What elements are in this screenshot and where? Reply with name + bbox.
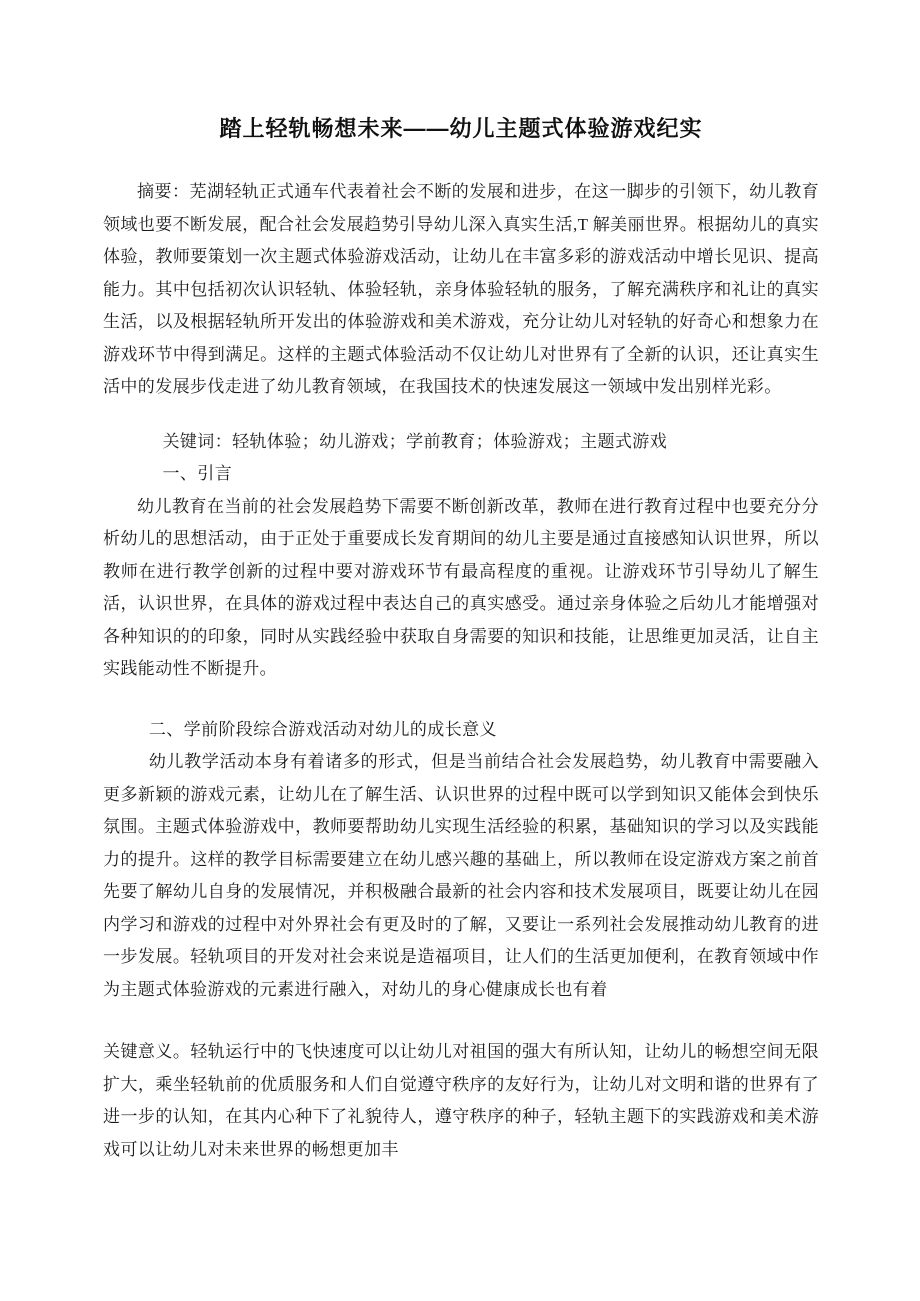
continuation-paragraph: 关键意义。轻轨运行中的飞快速度可以让幼儿对祖国的强大有所认知，让幼儿的畅想空间无限扩大，乘坐轻轨前的优质服务和人们自觉遵守秩序的友好行为，让幼儿对文明和谐的世界有了进一步的认知，在其内心种下了礼貌待人，遵守秩序的种子，轻轨主题下的实践游戏和美术游戏可以让幼儿对未来世界的畅想更加丰: [103, 1042, 819, 1159]
section-2-paragraph: 幼儿教学活动本身有着诸多的形式，但是当前结合社会发展趋势，幼儿教育中需要融入更多新颖的游戏元素，让幼儿在了解生活、认识世界的过程中既可以学到知识又能体会到快乐氛围。主题式体验游戏中，教师要帮助幼儿实现生活经验的积累，基础知识的学习以及实践能力的提升。这样的教学目标需要建立在幼儿感兴趣的基础上，所以教师在设定游戏方案之前首先要了解幼儿自身的发展情况，并积极融合最新的社会内容和技术发展项目，既要让幼儿在园内学习和游戏的过程中对外界社会有更及时的了解，又要让一系列社会发展推动幼儿教育的进一步发展。轻轨项目的开发对社会来说是造福项目，让人们的生活更加便利，在教育领域中作为主题式体验游戏的元素进行融入，对幼儿的身心健康成长也有着: [103, 752, 819, 999]
section-heading-introduction: 一、引言: [162, 464, 233, 483]
introduction-paragraph: 幼儿教育在当前的社会发展趋势下需要不断创新改革，教师在进行教育过程中也要充分分析幼儿的思想活动，由于正处于重要成长发育期间的幼儿主要是通过直接感知认识世界，所以教师在进行教学创新的过程中要对游戏环节有最高程度的重视。让游戏环节引导幼儿了解生活，认识世界，在具体的游戏过程中表达自己的真实感受。通过亲身体验之后幼儿才能增强对各种知识的的印象，同时从实践经验中获取自身需要的知识和技能，让思维更加灵活，让自主实践能动性不断提升。: [103, 496, 819, 678]
section-heading-growth-significance: 二、学前阶段综合游戏活动对幼儿的成长意义: [148, 719, 497, 739]
abstract-paragraph: 摘要：芜湖轻轨正式通车代表着社会不断的发展和进步，在这一脚步的引领下，幼儿教育领域也要不断发展，配合社会发展趋势引导幼儿深入真实生活,T 解美丽世界。根据幼儿的真实体验，教师要策划一次主题式体验游戏活动，让幼儿在丰富多彩的游戏活动中增长见识、提高能力。其中包括初次认识轻轨、体验轻轨，亲身体验轻轨的服务，了解充满秩序和礼让的真实生活，以及根据轻轨所开发出的体验游戏和美术游戏，充分让幼儿对轻轨的好奇心和想象力在游戏环节中得到满足。这样的主题式体验活动不仅让幼儿对世界有了全新的认识，还让真实生活中的发展步伐走进了幼儿教育领域，在我国技术的快速发展这一领域中发出别样光彩。: [103, 182, 819, 396]
keywords-line: 关键词：轻轨体验；幼儿游戏；学前教育；体验游戏；主题式游戏: [162, 431, 668, 451]
document-body: [103, 176, 819, 1166]
page-title: 踏上轻轨畅想未来——幼儿主题式体验游戏纪实: [219, 116, 703, 141]
